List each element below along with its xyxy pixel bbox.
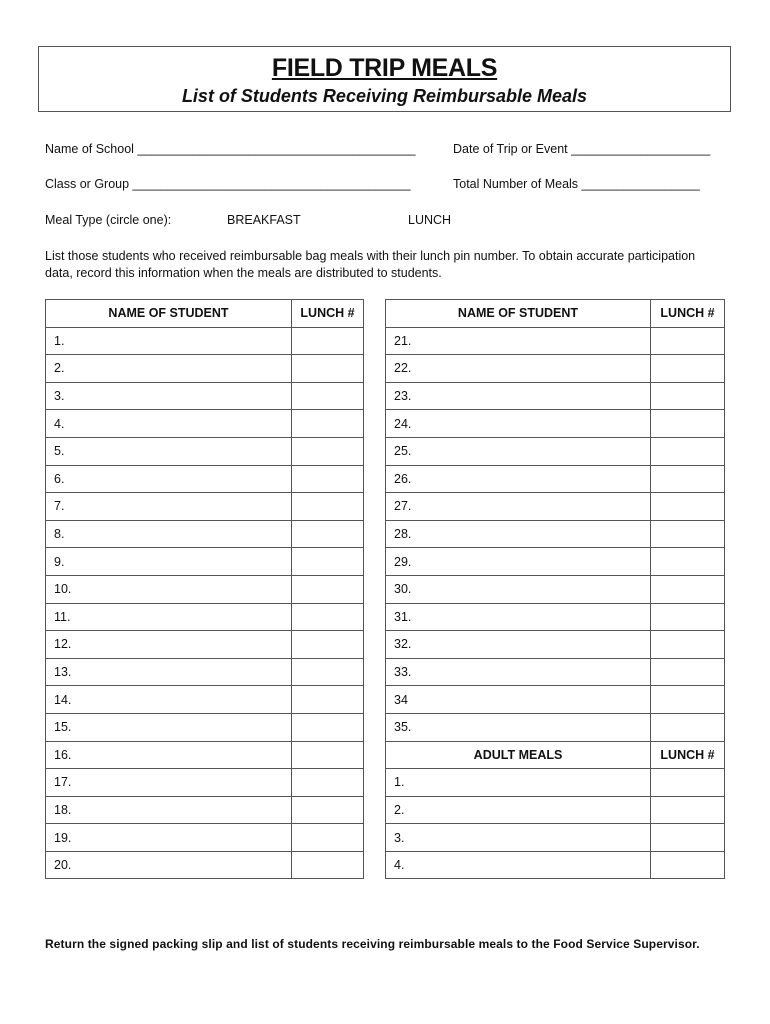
right-student-table bbox=[385, 299, 725, 879]
student-lunch-cell[interactable] bbox=[651, 686, 725, 714]
student-lunch-cell[interactable] bbox=[651, 631, 725, 659]
table-row bbox=[46, 465, 364, 493]
adult-name-cell[interactable]: 4. bbox=[386, 851, 651, 879]
left-col-name-header: NAME OF STUDENT bbox=[46, 300, 292, 328]
student-lunch-cell[interactable] bbox=[651, 437, 725, 465]
adult-name-cell[interactable]: 3. bbox=[386, 824, 651, 852]
adult-lunch-header: LUNCH # bbox=[651, 741, 725, 769]
student-lunch-cell[interactable] bbox=[292, 851, 364, 879]
student-name-cell[interactable]: 12. bbox=[46, 631, 292, 659]
adult-name-cell[interactable]: 1. bbox=[386, 769, 651, 797]
student-name-cell[interactable]: 34 bbox=[386, 686, 651, 714]
student-name-cell[interactable]: 27. bbox=[386, 493, 651, 521]
student-name-cell[interactable]: 21. bbox=[386, 327, 651, 355]
student-name-cell[interactable]: 10. bbox=[46, 575, 292, 603]
table-row bbox=[386, 493, 725, 521]
meal-type-lunch[interactable]: LUNCH bbox=[408, 213, 452, 227]
student-lunch-cell[interactable] bbox=[292, 437, 364, 465]
left-col-lunch-header: LUNCH # bbox=[292, 300, 364, 328]
student-name-cell[interactable]: 16. bbox=[46, 741, 292, 769]
student-lunch-cell[interactable] bbox=[651, 713, 725, 741]
student-name-cell[interactable]: 8. bbox=[46, 520, 292, 548]
adult-lunch-cell[interactable] bbox=[651, 769, 725, 797]
table-row bbox=[46, 851, 364, 879]
student-lunch-cell[interactable] bbox=[651, 410, 725, 438]
adult-lunch-cell[interactable] bbox=[651, 824, 725, 852]
student-name-cell[interactable]: 15. bbox=[46, 713, 292, 741]
student-lunch-cell[interactable] bbox=[651, 355, 725, 383]
student-lunch-cell[interactable] bbox=[292, 410, 364, 438]
table-row bbox=[386, 382, 725, 410]
left-student-table bbox=[45, 299, 364, 879]
meal-type-breakfast[interactable]: BREAKFAST bbox=[227, 213, 301, 227]
table-row bbox=[46, 327, 364, 355]
table-row bbox=[46, 658, 364, 686]
student-lunch-cell[interactable] bbox=[292, 327, 364, 355]
student-name-cell[interactable]: 4. bbox=[46, 410, 292, 438]
table-row bbox=[386, 658, 725, 686]
student-lunch-cell[interactable] bbox=[292, 355, 364, 383]
student-lunch-cell[interactable] bbox=[651, 327, 725, 355]
student-name-cell[interactable]: 24. bbox=[386, 410, 651, 438]
student-name-cell[interactable]: 30. bbox=[386, 575, 651, 603]
table-row bbox=[386, 548, 725, 576]
table-row bbox=[46, 355, 364, 383]
meal-type-label: Meal Type (circle one): bbox=[45, 213, 172, 227]
student-name-cell[interactable]: 18. bbox=[46, 796, 292, 824]
school-name-field[interactable]: Name of School ________________________________________ bbox=[45, 142, 416, 156]
table-row bbox=[46, 575, 364, 603]
student-name-cell[interactable]: 2. bbox=[46, 355, 292, 383]
table-row bbox=[386, 355, 725, 383]
adult-name-cell[interactable]: 2. bbox=[386, 796, 651, 824]
student-name-cell[interactable]: 29. bbox=[386, 548, 651, 576]
adult-lunch-cell[interactable] bbox=[651, 796, 725, 824]
student-name-cell[interactable]: 5. bbox=[46, 437, 292, 465]
student-name-cell[interactable]: 31. bbox=[386, 603, 651, 631]
table-row bbox=[386, 769, 725, 797]
table-row bbox=[386, 465, 725, 493]
student-lunch-cell[interactable] bbox=[651, 548, 725, 576]
student-name-cell[interactable]: 19. bbox=[46, 824, 292, 852]
student-name-cell[interactable]: 14. bbox=[46, 686, 292, 714]
table-row bbox=[386, 824, 725, 852]
adult-lunch-cell[interactable] bbox=[651, 851, 725, 879]
right-col-name-header: NAME OF STUDENT bbox=[386, 300, 651, 328]
table-row bbox=[386, 851, 725, 879]
table-row bbox=[386, 603, 725, 631]
total-meals-field[interactable]: Total Number of Meals _________________ bbox=[453, 177, 700, 191]
table-row bbox=[46, 741, 364, 769]
student-name-cell[interactable]: 17. bbox=[46, 769, 292, 797]
student-name-cell[interactable]: 33. bbox=[386, 658, 651, 686]
student-lunch-cell[interactable] bbox=[292, 741, 364, 769]
student-lunch-cell[interactable] bbox=[651, 520, 725, 548]
table-row bbox=[46, 437, 364, 465]
student-name-cell[interactable]: 20. bbox=[46, 851, 292, 879]
table-row bbox=[386, 410, 725, 438]
student-lunch-cell[interactable] bbox=[292, 575, 364, 603]
table-row bbox=[46, 824, 364, 852]
student-lunch-cell[interactable] bbox=[651, 465, 725, 493]
table-row bbox=[46, 796, 364, 824]
trip-date-field[interactable]: Date of Trip or Event ____________________ bbox=[453, 142, 711, 156]
table-row bbox=[386, 520, 725, 548]
student-lunch-cell[interactable] bbox=[292, 713, 364, 741]
student-lunch-cell[interactable] bbox=[651, 382, 725, 410]
table-row bbox=[46, 769, 364, 797]
student-name-cell[interactable]: 7. bbox=[46, 493, 292, 521]
student-lunch-cell[interactable] bbox=[292, 493, 364, 521]
table-row bbox=[386, 631, 725, 659]
student-name-cell[interactable]: 23. bbox=[386, 382, 651, 410]
student-lunch-cell[interactable] bbox=[651, 493, 725, 521]
adult-meals-header: ADULT MEALS bbox=[386, 741, 651, 769]
right-col-lunch-header: LUNCH # bbox=[651, 300, 725, 328]
student-lunch-cell[interactable] bbox=[292, 686, 364, 714]
student-name-cell[interactable]: 32. bbox=[386, 631, 651, 659]
table-row bbox=[46, 631, 364, 659]
table-row bbox=[386, 686, 725, 714]
table-row bbox=[46, 382, 364, 410]
student-name-cell[interactable]: 28. bbox=[386, 520, 651, 548]
student-name-cell[interactable]: 35. bbox=[386, 713, 651, 741]
student-name-cell[interactable]: 25. bbox=[386, 437, 651, 465]
page-subtitle: List of Students Receiving Reimbursable Meals bbox=[181, 86, 588, 106]
class-group-field[interactable]: Class or Group ________________________________________ bbox=[45, 177, 411, 191]
student-name-cell[interactable]: 3. bbox=[46, 382, 292, 410]
table-row bbox=[46, 410, 364, 438]
table-row bbox=[386, 327, 725, 355]
table-row bbox=[46, 686, 364, 714]
student-lunch-cell[interactable] bbox=[292, 631, 364, 659]
table-row bbox=[46, 603, 364, 631]
title-box bbox=[38, 46, 731, 112]
student-name-cell[interactable]: 22. bbox=[386, 355, 651, 383]
footer-note: Return the signed packing slip and list of students receiving reimbursable meals to the Food Service Supervisor. bbox=[45, 937, 700, 951]
student-lunch-cell[interactable] bbox=[292, 603, 364, 631]
table-row bbox=[386, 796, 725, 824]
student-lunch-cell[interactable] bbox=[292, 382, 364, 410]
table-row bbox=[386, 713, 725, 741]
student-name-cell[interactable]: 6. bbox=[46, 465, 292, 493]
student-lunch-cell[interactable] bbox=[292, 548, 364, 576]
student-name-cell[interactable]: 11. bbox=[46, 603, 292, 631]
student-lunch-cell[interactable] bbox=[292, 824, 364, 852]
table-row bbox=[46, 713, 364, 741]
student-name-cell[interactable]: 1. bbox=[46, 327, 292, 355]
table-row bbox=[386, 575, 725, 603]
student-lunch-cell[interactable] bbox=[292, 796, 364, 824]
student-name-cell[interactable]: 9. bbox=[46, 548, 292, 576]
student-name-cell[interactable]: 26. bbox=[386, 465, 651, 493]
student-lunch-cell[interactable] bbox=[292, 465, 364, 493]
table-row bbox=[386, 437, 725, 465]
student-lunch-cell[interactable] bbox=[651, 575, 725, 603]
student-lunch-cell[interactable] bbox=[292, 520, 364, 548]
instructions-text: List those students who received reimbursable bag meals with their lunch pin number. To obtain accurate participation data, record this information when the meals are distributed to students. bbox=[45, 249, 696, 280]
student-lunch-cell[interactable] bbox=[292, 769, 364, 797]
table-row bbox=[46, 520, 364, 548]
table-row bbox=[46, 548, 364, 576]
student-lunch-cell[interactable] bbox=[651, 658, 725, 686]
student-lunch-cell[interactable] bbox=[651, 603, 725, 631]
page-title: FIELD TRIP MEALS bbox=[271, 54, 498, 82]
table-row bbox=[46, 493, 364, 521]
student-lunch-cell[interactable] bbox=[292, 658, 364, 686]
adult-meals-header-row bbox=[386, 741, 725, 769]
student-name-cell[interactable]: 13. bbox=[46, 658, 292, 686]
